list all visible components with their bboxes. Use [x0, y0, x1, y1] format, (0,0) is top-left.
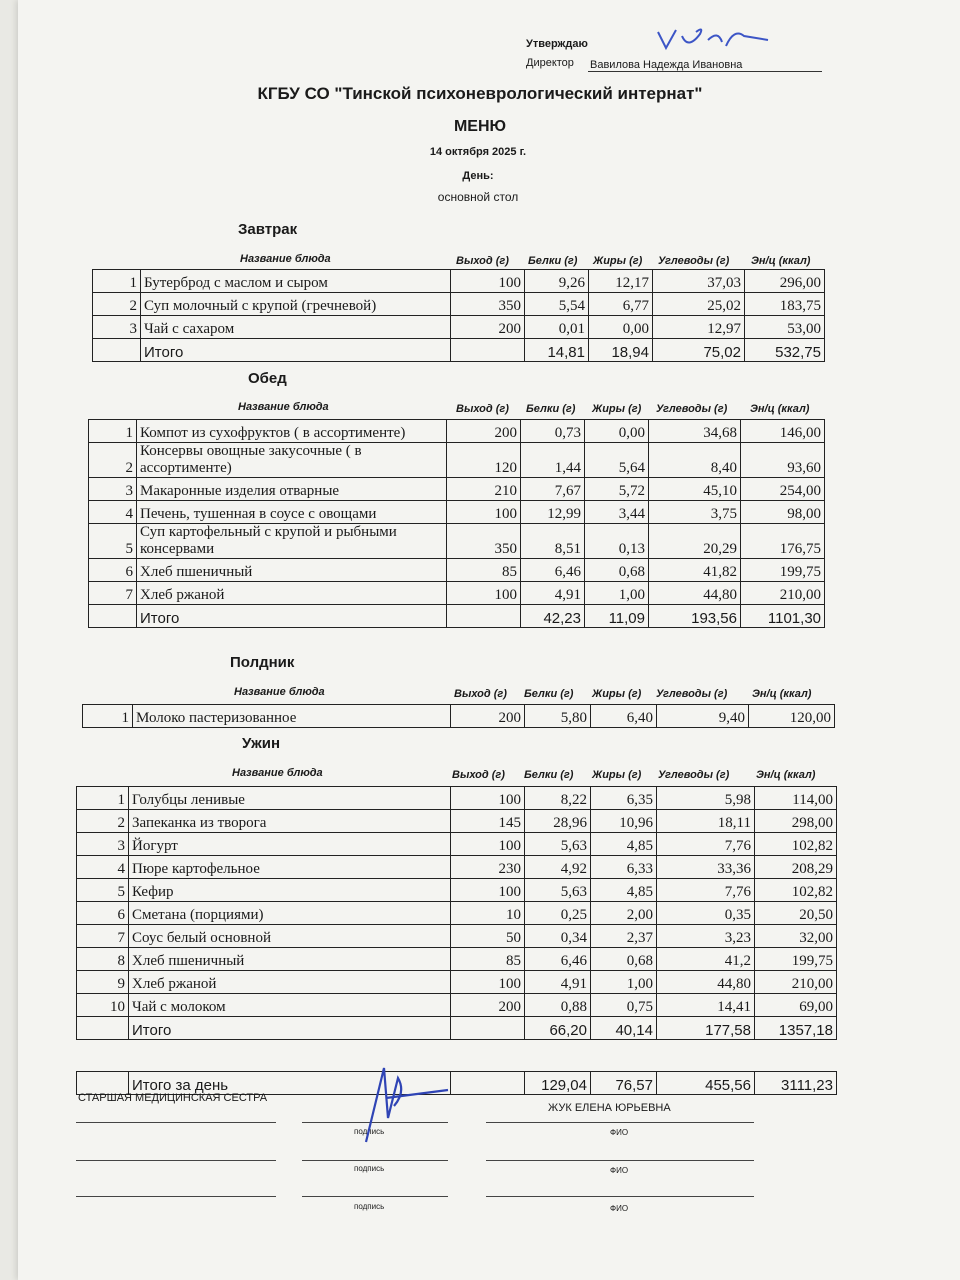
table-row	[77, 787, 837, 810]
total-fat: 11,09	[585, 605, 649, 628]
table-row	[93, 316, 825, 339]
dish-name: Пюре картофельное	[129, 856, 451, 879]
signature-line	[486, 1122, 754, 1123]
dish-energy: 210,00	[755, 971, 837, 994]
dish-energy: 120,00	[749, 705, 835, 728]
director-name: Вавилова Надежда Ивановна	[588, 59, 822, 72]
dish-fat: 5,72	[585, 478, 649, 501]
dish-protein: 4,91	[525, 971, 591, 994]
total-protein: 66,20	[525, 1017, 591, 1040]
dish-name: Чай с молоком	[129, 994, 451, 1017]
table-row	[89, 420, 825, 443]
table-row	[93, 293, 825, 316]
section-dinner: Ужин	[242, 735, 281, 752]
menu-date: 14 октября 2025 г.	[429, 146, 527, 158]
dish-energy: 114,00	[755, 787, 837, 810]
director-signature	[648, 22, 778, 56]
table-row	[93, 270, 825, 293]
dish-name: Соус белый основной	[129, 925, 451, 948]
header-energy: Эн/ц (ккал)	[756, 769, 816, 781]
total-label: Итого	[137, 605, 447, 628]
row-number: 4	[77, 856, 129, 879]
dish-name: Хлеб ржаной	[129, 971, 451, 994]
row-number: 7	[77, 925, 129, 948]
row-number: 3	[93, 316, 141, 339]
nurse-name: ЖУК ЕЛЕНА ЮРЬЕВНА	[548, 1102, 671, 1114]
row-number: 6	[89, 559, 137, 582]
dish-energy: 32,00	[755, 925, 837, 948]
day-total-fat: 76,57	[591, 1072, 657, 1095]
total-energy: 1357,18	[755, 1017, 837, 1040]
dish-fat: 4,85	[591, 833, 657, 856]
table-row	[77, 971, 837, 994]
nurse-position: СТАРШАЯ МЕДИЦИНСКАЯ СЕСТРА	[78, 1092, 268, 1104]
snack-table	[82, 704, 835, 728]
dish-energy: 69,00	[755, 994, 837, 1017]
dish-output: 230	[451, 856, 525, 879]
dish-protein: 4,92	[525, 856, 591, 879]
dish-carbs: 34,68	[649, 420, 741, 443]
organization-title: КГБУ СО "Тинской психоневрологический интернат"	[257, 84, 703, 103]
row-number: 1	[89, 420, 137, 443]
dish-protein: 0,01	[525, 316, 589, 339]
row-number: 3	[89, 478, 137, 501]
dish-name: Суп молочный с крупой (гречневой)	[141, 293, 451, 316]
table-row	[89, 524, 825, 559]
dish-output: 210	[447, 478, 521, 501]
dish-energy: 98,00	[741, 501, 825, 524]
dish-fat: 1,00	[585, 582, 649, 605]
table-row	[77, 879, 837, 902]
signature-line	[76, 1196, 276, 1197]
dish-fat: 6,33	[591, 856, 657, 879]
day-total-energy: 3111,23	[755, 1072, 837, 1095]
dish-fat: 10,96	[591, 810, 657, 833]
dish-name: Консервы овощные закусочные ( в ассортименте)	[137, 443, 447, 478]
dish-energy: 298,00	[755, 810, 837, 833]
dish-protein: 6,46	[521, 559, 585, 582]
dish-energy: 254,00	[741, 478, 825, 501]
day-label: День:	[462, 170, 494, 182]
total-protein: 42,23	[521, 605, 585, 628]
dish-carbs: 12,97	[653, 316, 745, 339]
dish-carbs: 45,10	[649, 478, 741, 501]
dish-energy: 183,75	[745, 293, 825, 316]
total-label: Итого	[129, 1017, 451, 1040]
dish-fat: 5,64	[585, 443, 649, 478]
dish-protein: 0,73	[521, 420, 585, 443]
dish-output: 10	[451, 902, 525, 925]
dish-protein: 8,51	[521, 524, 585, 559]
row-number: 7	[89, 582, 137, 605]
fio-caption: ФИО	[610, 1128, 629, 1137]
row-number: 5	[89, 524, 137, 559]
menu-document	[18, 0, 960, 1280]
total-row	[93, 339, 825, 362]
total-energy: 532,75	[745, 339, 825, 362]
dish-name: Запеканка из творога	[129, 810, 451, 833]
total-row	[89, 605, 825, 628]
row-number: 6	[77, 902, 129, 925]
dish-name: Хлеб пшеничный	[129, 948, 451, 971]
signature-line	[302, 1160, 448, 1161]
dish-carbs: 44,80	[649, 582, 741, 605]
total-row	[77, 1017, 837, 1040]
fio-caption: ФИО	[610, 1166, 629, 1175]
table-row	[77, 856, 837, 879]
dish-name: Молоко пастеризованное	[133, 705, 451, 728]
dish-carbs: 7,76	[657, 879, 755, 902]
dish-output: 350	[447, 524, 521, 559]
dish-energy: 296,00	[745, 270, 825, 293]
dish-name: Печень, тушенная в соусе с овощами	[137, 501, 447, 524]
header-name: Название блюда	[240, 253, 331, 265]
header-carbs: Углеводы (г)	[658, 769, 730, 781]
row-number: 1	[93, 270, 141, 293]
header-protein: Белки (г)	[524, 769, 574, 781]
dish-name: Кефир	[129, 879, 451, 902]
dish-output: 200	[451, 316, 525, 339]
dish-output: 145	[451, 810, 525, 833]
signature-line	[486, 1196, 754, 1197]
table-row	[89, 582, 825, 605]
dish-protein: 28,96	[525, 810, 591, 833]
total-protein: 14,81	[525, 339, 589, 362]
dish-carbs: 0,35	[657, 902, 755, 925]
dish-fat: 6,35	[591, 787, 657, 810]
dish-output: 100	[451, 270, 525, 293]
dish-output: 100	[447, 582, 521, 605]
dish-protein: 0,34	[525, 925, 591, 948]
row-number: 9	[77, 971, 129, 994]
dish-energy: 199,75	[755, 948, 837, 971]
row-number: 1	[77, 787, 129, 810]
dish-energy: 176,75	[741, 524, 825, 559]
dish-energy: 93,60	[741, 443, 825, 478]
header-fat: Жиры (г)	[592, 688, 642, 700]
signature-line	[302, 1196, 448, 1197]
dish-protein: 5,80	[525, 705, 591, 728]
signature-line	[76, 1122, 276, 1123]
table-row	[89, 478, 825, 501]
total-label: Итого	[141, 339, 451, 362]
dish-output: 100	[451, 879, 525, 902]
header-protein: Белки (г)	[526, 403, 576, 415]
dish-energy: 102,82	[755, 879, 837, 902]
page-title: МЕНЮ	[453, 118, 507, 135]
header-carbs: Углеводы (г)	[656, 403, 728, 415]
dish-name: Чай с сахаром	[141, 316, 451, 339]
dish-output: 100	[451, 787, 525, 810]
table-row	[77, 833, 837, 856]
dish-fat: 0,00	[589, 316, 653, 339]
dish-fat: 2,00	[591, 902, 657, 925]
dish-output: 85	[451, 948, 525, 971]
header-protein: Белки (г)	[528, 255, 578, 267]
dish-fat: 12,17	[589, 270, 653, 293]
dish-output: 200	[451, 705, 525, 728]
header-protein: Белки (г)	[524, 688, 574, 700]
dish-fat: 0,13	[585, 524, 649, 559]
dish-carbs: 3,23	[657, 925, 755, 948]
day-total-label: Итого за день	[129, 1072, 451, 1095]
dish-name: Бутерброд с маслом и сыром	[141, 270, 451, 293]
row-number: 5	[77, 879, 129, 902]
dish-output: 100	[451, 833, 525, 856]
header-carbs: Углеводы (г)	[656, 688, 728, 700]
dish-output: 100	[447, 501, 521, 524]
dish-protein: 1,44	[521, 443, 585, 478]
table-row	[89, 559, 825, 582]
sign-caption: подпись	[354, 1127, 385, 1136]
total-fat: 18,94	[589, 339, 653, 362]
dish-carbs: 33,36	[657, 856, 755, 879]
dish-protein: 5,63	[525, 879, 591, 902]
dish-name: Компот из сухофруктов ( в ассортименте)	[137, 420, 447, 443]
table-row	[77, 810, 837, 833]
approve-label: Утверждаю	[526, 38, 588, 50]
dish-carbs: 3,75	[649, 501, 741, 524]
dish-protein: 5,54	[525, 293, 589, 316]
dish-fat: 2,37	[591, 925, 657, 948]
sign-caption: подпись	[354, 1202, 385, 1211]
dish-name: Макаронные изделия отварные	[137, 478, 447, 501]
table-row	[83, 705, 835, 728]
dish-fat: 0,68	[591, 948, 657, 971]
total-carbs: 193,56	[649, 605, 741, 628]
signature-line	[486, 1160, 754, 1161]
fio-caption: ФИО	[610, 1204, 629, 1213]
breakfast-table	[92, 269, 825, 362]
dish-protein: 0,88	[525, 994, 591, 1017]
row-number: 2	[77, 810, 129, 833]
header-name: Название блюда	[232, 767, 323, 779]
dish-energy: 20,50	[755, 902, 837, 925]
dish-carbs: 9,40	[657, 705, 749, 728]
table-row	[77, 925, 837, 948]
dish-fat: 0,75	[591, 994, 657, 1017]
lunch-table	[88, 419, 825, 628]
dish-protein: 6,46	[525, 948, 591, 971]
header-energy: Эн/ц (ккал)	[751, 255, 811, 267]
header-output: Выход (г)	[456, 403, 509, 415]
dish-protein: 9,26	[525, 270, 589, 293]
section-lunch: Обед	[248, 370, 287, 387]
day-total-protein: 129,04	[525, 1072, 591, 1095]
table-row	[77, 948, 837, 971]
dish-output: 350	[451, 293, 525, 316]
header-fat: Жиры (г)	[592, 403, 642, 415]
sign-caption: подпись	[354, 1164, 385, 1173]
dish-output: 85	[447, 559, 521, 582]
dish-fat: 0,00	[585, 420, 649, 443]
total-carbs: 75,02	[653, 339, 745, 362]
dish-fat: 6,40	[591, 705, 657, 728]
nurse-signature	[336, 1058, 456, 1150]
dish-energy: 102,82	[755, 833, 837, 856]
dish-protein: 4,91	[521, 582, 585, 605]
table-row	[77, 902, 837, 925]
row-number: 2	[89, 443, 137, 478]
dish-name: Йогурт	[129, 833, 451, 856]
dish-carbs: 41,2	[657, 948, 755, 971]
dish-carbs: 7,76	[657, 833, 755, 856]
dish-output: 100	[451, 971, 525, 994]
header-output: Выход (г)	[454, 688, 507, 700]
table-row	[77, 994, 837, 1017]
dish-carbs: 14,41	[657, 994, 755, 1017]
header-name: Название блюда	[234, 686, 325, 698]
table-type: основной стол	[437, 190, 519, 204]
signature-line	[76, 1160, 276, 1161]
header-name: Название блюда	[238, 401, 329, 413]
dish-energy: 53,00	[745, 316, 825, 339]
dish-output: 50	[451, 925, 525, 948]
total-fat: 40,14	[591, 1017, 657, 1040]
dish-energy: 199,75	[741, 559, 825, 582]
dish-protein: 0,25	[525, 902, 591, 925]
dish-output: 120	[447, 443, 521, 478]
dinner-table	[76, 786, 837, 1040]
total-energy: 1101,30	[741, 605, 825, 628]
header-carbs: Углеводы (г)	[658, 255, 730, 267]
dish-protein: 8,22	[525, 787, 591, 810]
dish-name: Хлеб пшеничный	[137, 559, 447, 582]
dish-fat: 3,44	[585, 501, 649, 524]
row-number: 10	[77, 994, 129, 1017]
table-row	[89, 501, 825, 524]
row-number: 4	[89, 501, 137, 524]
dish-carbs: 8,40	[649, 443, 741, 478]
dish-carbs: 44,80	[657, 971, 755, 994]
dish-fat: 6,77	[589, 293, 653, 316]
section-breakfast: Завтрак	[238, 221, 298, 238]
dish-energy: 208,29	[755, 856, 837, 879]
section-snack: Полдник	[230, 654, 295, 671]
dish-name: Суп картофельный с крупой и рыбными консервами	[137, 524, 447, 559]
header-fat: Жиры (г)	[593, 255, 643, 267]
dish-fat: 4,85	[591, 879, 657, 902]
dish-output: 200	[447, 420, 521, 443]
header-output: Выход (г)	[456, 255, 509, 267]
header-fat: Жиры (г)	[592, 769, 642, 781]
dish-protein: 12,99	[521, 501, 585, 524]
header-energy: Эн/ц (ккал)	[750, 403, 810, 415]
row-number: 8	[77, 948, 129, 971]
dish-energy: 210,00	[741, 582, 825, 605]
dish-carbs: 5,98	[657, 787, 755, 810]
row-number: 1	[83, 705, 133, 728]
header-energy: Эн/ц (ккал)	[752, 688, 812, 700]
row-number: 2	[93, 293, 141, 316]
dish-protein: 7,67	[521, 478, 585, 501]
dish-name: Сметана (порциями)	[129, 902, 451, 925]
dish-energy: 146,00	[741, 420, 825, 443]
header-output: Выход (г)	[452, 769, 505, 781]
dish-carbs: 20,29	[649, 524, 741, 559]
dish-output: 200	[451, 994, 525, 1017]
director-label: Директор	[526, 57, 574, 69]
dish-carbs: 37,03	[653, 270, 745, 293]
table-row	[89, 443, 825, 478]
dish-carbs: 25,02	[653, 293, 745, 316]
dish-fat: 0,68	[585, 559, 649, 582]
dish-fat: 1,00	[591, 971, 657, 994]
dish-protein: 5,63	[525, 833, 591, 856]
row-number: 3	[77, 833, 129, 856]
dish-name: Хлеб ржаной	[137, 582, 447, 605]
dish-carbs: 41,82	[649, 559, 741, 582]
total-carbs: 177,58	[657, 1017, 755, 1040]
dish-carbs: 18,11	[657, 810, 755, 833]
day-total-carbs: 455,56	[657, 1072, 755, 1095]
dish-name: Голубцы ленивые	[129, 787, 451, 810]
